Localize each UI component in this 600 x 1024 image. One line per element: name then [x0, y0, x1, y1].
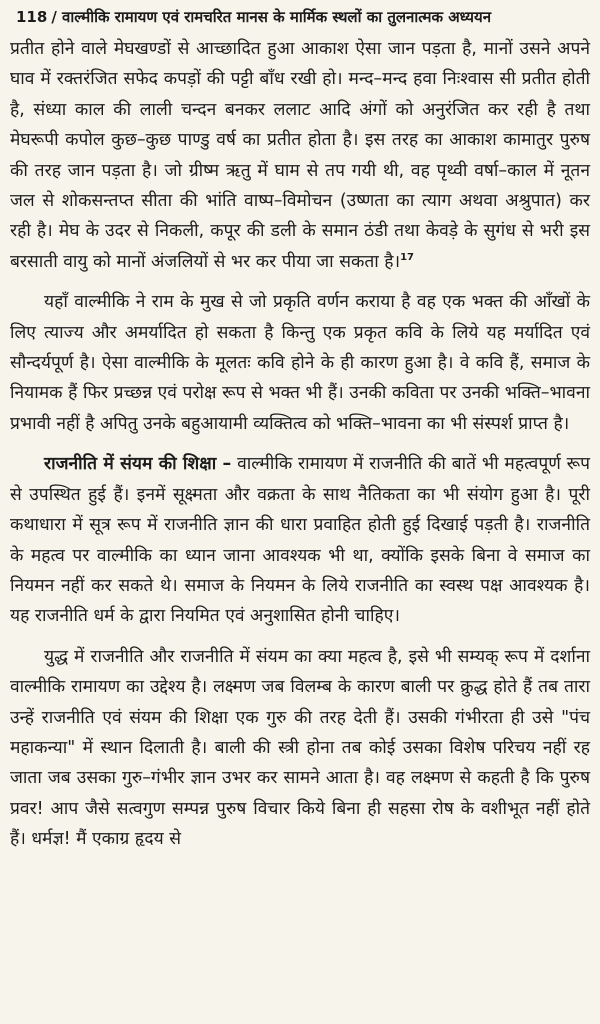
paragraph-with-heading: [10, 449, 590, 631]
body-text: [10, 34, 590, 855]
paragraph: [10, 287, 590, 439]
running-header: [10, 6, 590, 28]
footnote-reference: 17: [400, 252, 415, 264]
paragraph-text: वाल्मीकि रामायण में राजनीति की बातें भी महत्वपूर्ण रूप से उपस्थित हुई हैं। इनमें सूक्ष्मता और वक्रता के साथ नैतिकता का भी संयोग हुआ है। पूरी कथाधारा में सूत्र रूप में राजनीति ज्ञान की धारा प्रवाहित होती हुई दिखाई पड़ती है। राजनीति के महत्व पर वाल्मीकि का ध्यान जाना आवश्यक भी था, क्योंकि इसके बिना वे समाज का नियमन नहीं कर सकते थे। समाज के नियमन के लिये राजनीति का स्वस्थ पक्ष आवश्यक है। यह राजनीति धर्म के द्वारा नियमित एवं अनुशासित होनी चाहिए।: [10, 454, 590, 627]
paragraph-continuation: [10, 34, 590, 277]
section-heading: राजनीति में संयम की शिक्षा –: [44, 454, 232, 475]
page-number: 118: [16, 8, 48, 26]
running-title: / वाल्मीकि रामायण एवं रामचरित मानस के मार्मिक स्थलों का तुलनात्मक अध्ययन: [51, 8, 492, 26]
paragraph-text: युद्ध में राजनीति और राजनीति में संयम का क्या महत्व है, इसे भी सम्यक् रूप में दर्शाना वाल्मीकि रामायण का उद्देश्य है। लक्ष्मण जब विलम्ब के कारण बाली पर क्रुद्ध होते हैं तब तारा उन्हें राजनीति एवं संयम की शिक्षा एक गुरु की तरह देती हैं। उसकी गंभीरता ही उसे "पंच महाकन्या" में स्थान दिलाती है। बाली की स्त्री होना तब कोई उसका विशेष परिचय नहीं रह जाता जब उसका गुरु–गंभीर ज्ञान उभर कर सामने आता है। वह लक्ष्मण से कहती है कि पुरुष प्रवर! आप जैसे सत्वगुण सम्पन्न पुरुष विचार किये बिना ही सहसा रोष के वशीभूत नहीं होते हैं। धर्मज्ञ! मैं एकाग्र हृदय से: [10, 646, 590, 850]
paragraph: [10, 642, 590, 855]
paragraph-text: यहाँ वाल्मीकि ने राम के मुख से जो प्रकृति वर्णन कराया है वह एक भक्त की आँखों के लिए त्याज्य और अमर्यादित हो सकता है किन्तु एक प्रकृत कवि के लिये यह मर्यादित एवं सौन्दर्यपूर्ण है। ऐसा वाल्मीकि के मूलतः कवि होने के ही कारण हुआ है। वे कवि हैं, समाज के नियामक हैं फिर प्रच्छन्न एवं परोक्ष रूप से भक्त भी हैं। उनकी कविता पर उनकी भक्ति–भावना प्रभावी नहीं है अपितु उनके बहुआयामी व्यक्तित्व को भक्ति–भावना का भी संस्पर्श प्राप्त है।: [10, 292, 590, 434]
paragraph-text: प्रतीत होने वाले मेघखण्डों से आच्छादित हुआ आकाश ऐसा जान पड़ता है, मानों उसने अपने घाव में रक्तरंजित सफेद कपड़ों की पट्टी बाँध रखी हो। मन्द–मन्द हवा निःश्वास सी प्रतीत होती है, संध्या काल की लाली चन्दन बनकर ललाट आदि अंगों को अनुरंजित कर रही है तथा मेघरूपी कपोल कुछ–कुछ पाण्डु वर्ष का प्रतीत होता है। इस तरह का आकाश कामातुर पुरुष की तरह जान पड़ता है। जो ग्रीष्म ऋतु में घाम से तप गयी थी, वह पृथ्वी वर्षा–काल में नूतन जल से शोकसन्तप्त सीता की भांति वाष्प–विमोचन (उष्णता का त्याग अथवा अश्रुपात) कर रही है। मेघ के उदर से निकली, कपूर की डली के समान ठंडी तथा केवड़े के सुगंध से भरी इस बरसाती वायु को मानों अंजलियों से भर कर पीया जा सकता है।: [10, 39, 590, 272]
